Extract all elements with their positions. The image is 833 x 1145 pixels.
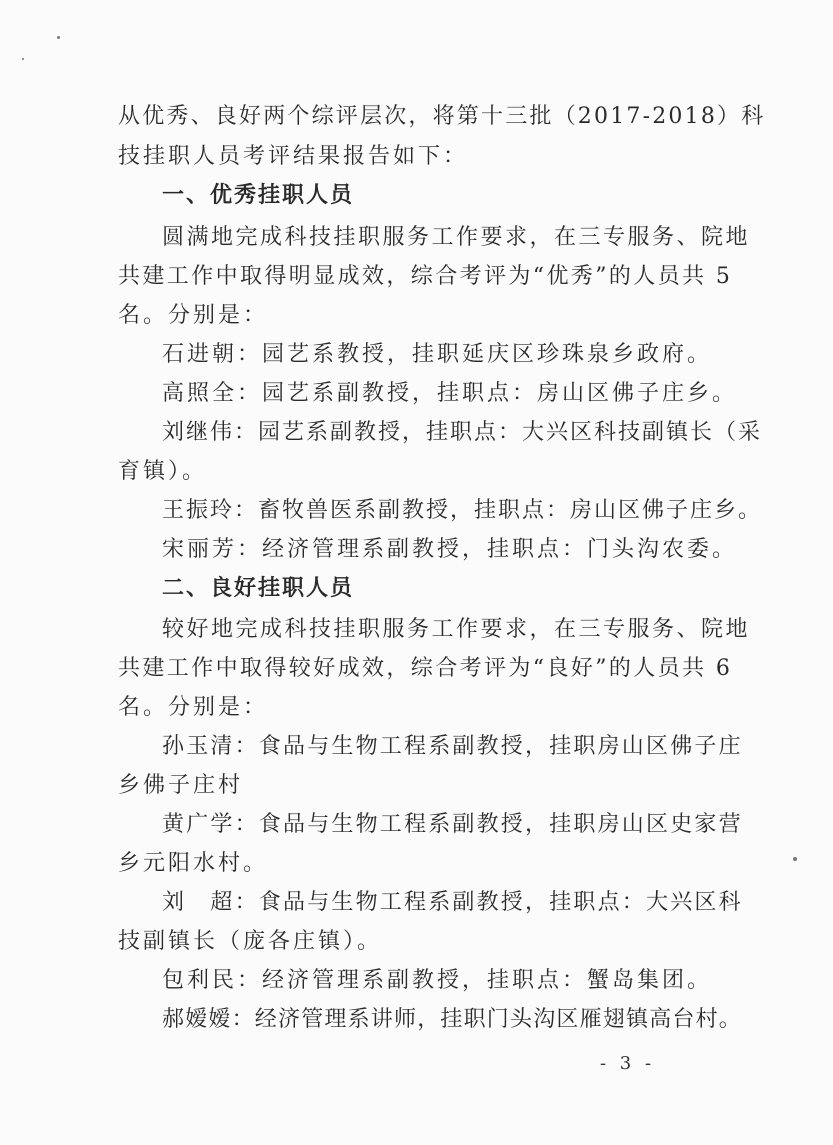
person-entry-continuation: 技副镇长（庞各庄镇）。 (118, 929, 383, 954)
body-text-line: 圆满地完成科技挂职服务工作要求，在三专服务、院地 (162, 225, 751, 250)
person-entry: 王振玲：畜牧兽医系副教授，挂职点：房山区佛子庄乡。 (162, 498, 763, 523)
body-text-line: 名。分别是： (118, 303, 269, 328)
person-entry: 包利民：经济管理系副教授，挂职点：蟹岛集团。 (162, 968, 713, 993)
section-heading-good: 二、良好挂职人员 (162, 576, 355, 601)
scan-speck (22, 58, 24, 60)
person-entry: 黄广学：食品与生物工程系副教授，挂职房山区史家营 (162, 812, 743, 837)
person-entry: 孙玉清：食品与生物工程系副教授，挂职房山区佛子庄 (162, 734, 743, 759)
scan-speck (57, 36, 60, 39)
person-entry: 石进朝：园艺系教授，挂职延庆区珍珠泉乡政府。 (162, 342, 713, 367)
body-text-line: 技挂职人员考评结果报告如下： (118, 144, 469, 169)
person-entry: 刘 超：食品与生物工程系副教授，挂职点：大兴区科 (162, 890, 743, 915)
person-entry: 刘继伟：园艺系副教授，挂职点：大兴区科技副镇长（采 (162, 420, 763, 445)
body-text-line: 共建工作中取得较好成效，综合考评为“良好”的人员共 6 (118, 656, 733, 681)
person-entry: 郝嫒嫒：经济管理系讲师，挂职门头沟区雁翅镇高台村。 (162, 1007, 743, 1032)
section-heading-excellent: 一、优秀挂职人员 (162, 183, 355, 208)
body-text-line: 从优秀、良好两个综评层次，将第十三批（2017-2018）科 (118, 104, 766, 129)
person-entry-continuation: 乡元阳水村。 (118, 851, 269, 876)
body-text-line: 较好地完成科技挂职服务工作要求，在三专服务、院地 (162, 617, 751, 642)
person-entry: 高照全：园艺系副教授，挂职点：房山区佛子庄乡。 (162, 381, 738, 406)
page-number: - 3 - (600, 1053, 656, 1074)
person-entry-continuation: 乡佛子庄村 (118, 773, 244, 798)
person-entry-continuation: 育镇）。 (118, 459, 208, 484)
scan-speck (793, 857, 797, 861)
person-entry: 宋丽芳：经济管理系副教授，挂职点：门头沟农委。 (162, 537, 738, 562)
body-text-line: 名。分别是： (118, 695, 269, 720)
body-text-line: 共建工作中取得明显成效，综合考评为“优秀”的人员共 5 (118, 264, 733, 289)
